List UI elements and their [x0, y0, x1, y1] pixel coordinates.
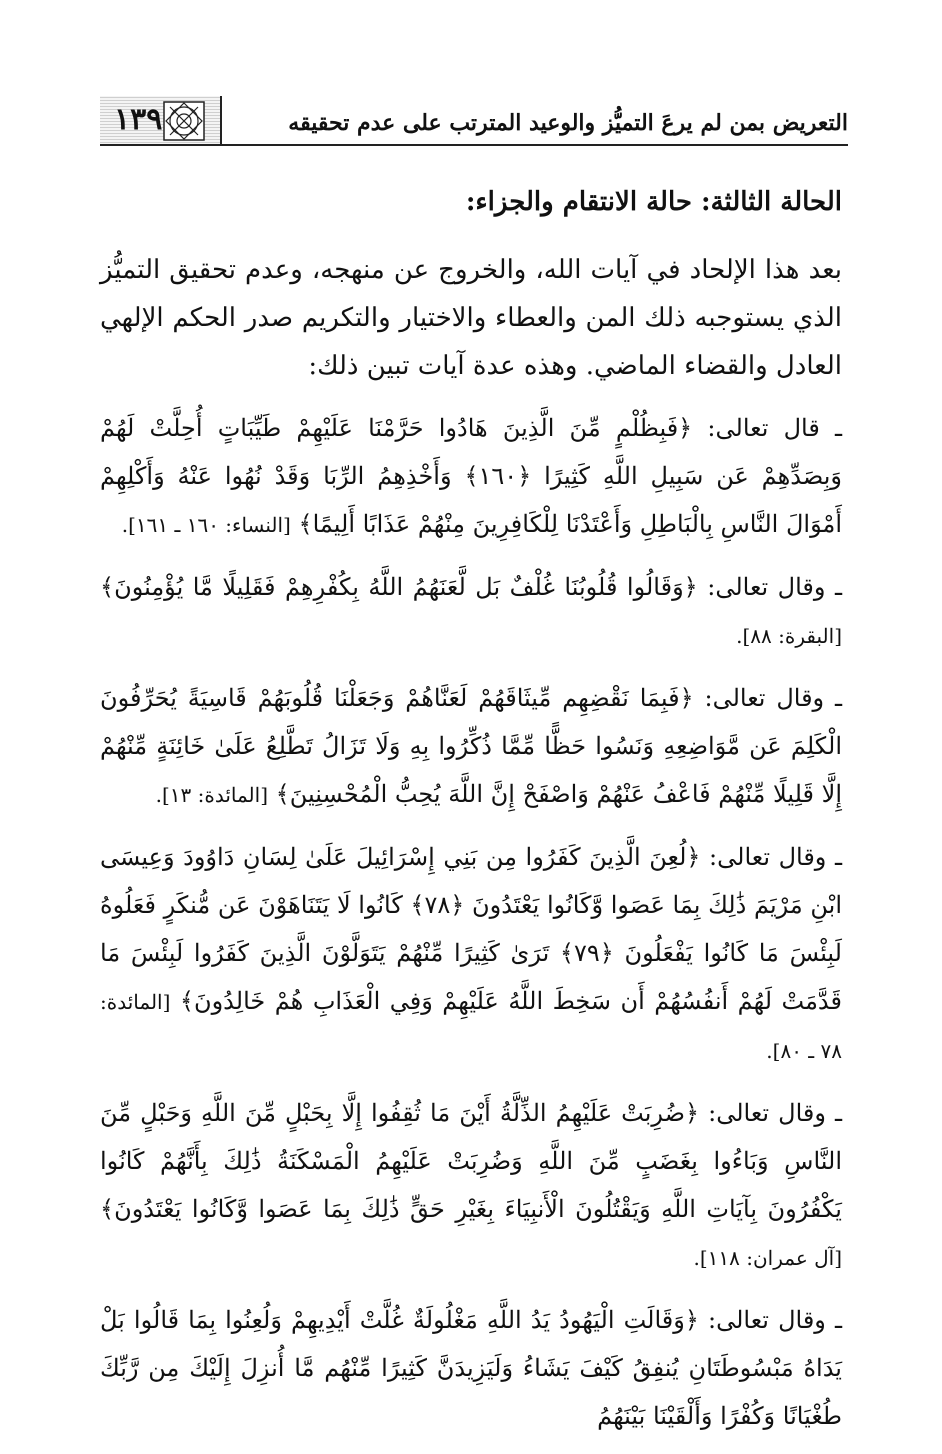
- section-heading: الحالة الثالثة: حالة الانتقام والجزاء:: [465, 187, 842, 217]
- verse-reference: [البقرة: ٨٨].: [736, 624, 842, 648]
- page-content: [100, 178, 842, 1454]
- running-header-title: التعريض بمن لم يرعَ التميُّز والوعيد المترتب على عدم تحقيقه: [288, 110, 848, 136]
- verse-lead: ـ قال تعالى:: [707, 414, 842, 442]
- verse-reference: [آل عمران: ١١٨].: [693, 1246, 842, 1270]
- verse-block: [100, 833, 842, 1075]
- verse-block: [100, 563, 842, 660]
- verse-reference: [المائدة: ٧٨ ـ ٨٠].: [100, 990, 842, 1063]
- verse-text: ﴿ضُرِبَتْ عَلَيْهِمُ الذِّلَّةُ أَيْنَ مَا ثُقِفُوا إِلَّا بِحَبْلٍ مِّنَ اللَّهِ وَحَبْلٍ مِّنَ النَّاسِ وَبَاءُوا بِغَضَبٍ مِّنَ اللَّهِ وَضُرِبَتْ عَلَيْهِمُ الْمَسْكَنَةُ ذَٰلِكَ بِأَنَّهُمْ كَانُوا يَكْفُرُونَ بِآيَاتِ اللَّهِ وَيَقْتُلُونَ الْأَنبِيَاءَ بِغَيْرِ حَقٍّ ذَٰلِكَ بِمَا عَصَوا وَّكَانُوا يَعْتَدُونَ﴾: [100, 1099, 842, 1223]
- running-header: [100, 96, 848, 146]
- verse-reference: [النساء: ١٦٠ ـ ١٦١].: [121, 513, 291, 537]
- intro-paragraph: بعد هذا الإلحاد في آيات الله، والخروج عن منهجه، وعدم تحقيق التميُّز الذي يستوجبه ذلك المن والعطاء والاختيار والتكريم صدر الحكم الإلهي العادل والقضاء الماضي. وهذه عدة آيات تبين ذلك:: [100, 255, 842, 381]
- verse-block: [100, 1089, 842, 1282]
- verse-lead: ـ وقال تعالى:: [704, 684, 843, 712]
- verse-reference: [المائدة: ١٣].: [155, 783, 269, 807]
- verse-lead: ـ وقال تعالى:: [708, 1099, 842, 1127]
- page-number-box: [100, 96, 222, 146]
- page-number: ١٣٩: [114, 102, 163, 137]
- verse-lead: ـ وقال تعالى:: [707, 573, 842, 601]
- verse-block: [100, 404, 842, 549]
- verse-text: ﴿فَبِظُلْمٍ مِّنَ الَّذِينَ هَادُوا حَرَّمْنَا عَلَيْهِمْ طَيِّبَاتٍ أُحِلَّتْ لَهُمْ وَبِصَدِّهِمْ عَن سَبِيلِ اللَّهِ كَثِيرًا ﴿١٦٠﴾ وَأَخْذِهِمُ الرِّبَا وَقَدْ نُهُوا عَنْهُ وَأَكْلِهِمْ أَمْوَالَ النَّاسِ بِالْبَاطِلِ وَأَعْتَدْنَا لِلْكَافِرِينَ مِنْهُمْ عَذَابًا أَلِيمًا﴾: [100, 414, 842, 538]
- verse-block: [100, 674, 842, 819]
- verse-lead: ـ وقال تعالى:: [708, 1306, 842, 1334]
- verse-block: [100, 1296, 842, 1440]
- verse-lead: ـ وقال تعالى:: [709, 843, 842, 871]
- verse-text: ﴿وَقَالُوا قُلُوبُنَا غُلْفٌ بَل لَّعَنَهُمُ اللَّهُ بِكُفْرِهِمْ فَقَلِيلًا مَّا يُؤْمِنُونَ﴾: [100, 573, 698, 601]
- ornament-icon: [162, 100, 206, 142]
- verse-text: ﴿فَبِمَا نَقْضِهِم مِّيثَاقَهُمْ لَعَنَّاهُمْ وَجَعَلْنَا قُلُوبَهُمْ قَاسِيَةً يُحَرِّفُونَ الْكَلِمَ عَن مَّوَاضِعِهِ وَنَسُوا حَظًّا مِّمَّا ذُكِّرُوا بِهِ وَلَا تَزَالُ تَطَّلِعُ عَلَىٰ خَائِنَةٍ مِّنْهُمْ إِلَّا قَلِيلًا مِّنْهُمْ فَاعْفُ عَنْهُمْ وَاصْفَحْ إِنَّ اللَّهَ يُحِبُّ الْمُحْسِنِينَ﴾: [100, 684, 842, 808]
- verse-text: ﴿لُعِنَ الَّذِينَ كَفَرُوا مِن بَنِي إِسْرَائِيلَ عَلَىٰ لِسَانِ دَاوُودَ وَعِيسَى ابْنِ مَرْيَمَ ذَٰلِكَ بِمَا عَصَوا وَّكَانُوا يَعْتَدُونَ ﴿٧٨﴾ كَانُوا لَا يَتَنَاهَوْنَ عَن مُّنكَرٍ فَعَلُوهُ لَبِئْسَ مَا كَانُوا يَفْعَلُونَ ﴿٧٩﴾ تَرَىٰ كَثِيرًا مِّنْهُمْ يَتَوَلَّوْنَ الَّذِينَ كَفَرُوا لَبِئْسَ مَا قَدَّمَتْ لَهُمْ أَنفُسُهُمْ أَن سَخِطَ اللَّهُ عَلَيْهِمْ وَفِي الْعَذَابِ هُمْ خَالِدُونَ﴾: [100, 843, 842, 1015]
- header-rule: [100, 144, 848, 146]
- verse-text: ﴿وَقَالَتِ الْيَهُودُ يَدُ اللَّهِ مَغْلُولَةٌ غُلَّتْ أَيْدِيهِمْ وَلُعِنُوا بِمَا قَالُوا بَلْ يَدَاهُ مَبْسُوطَتَانِ يُنفِقُ كَيْفَ يَشَاءُ وَلَيَزِيدَنَّ كَثِيرًا مِّنْهُم مَّا أُنزِلَ إِلَيْكَ مِن رَّبِّكَ طُغْيَانًا وَكُفْرًا وَأَلْقَيْنَا بَيْنَهُمُ: [100, 1306, 842, 1430]
